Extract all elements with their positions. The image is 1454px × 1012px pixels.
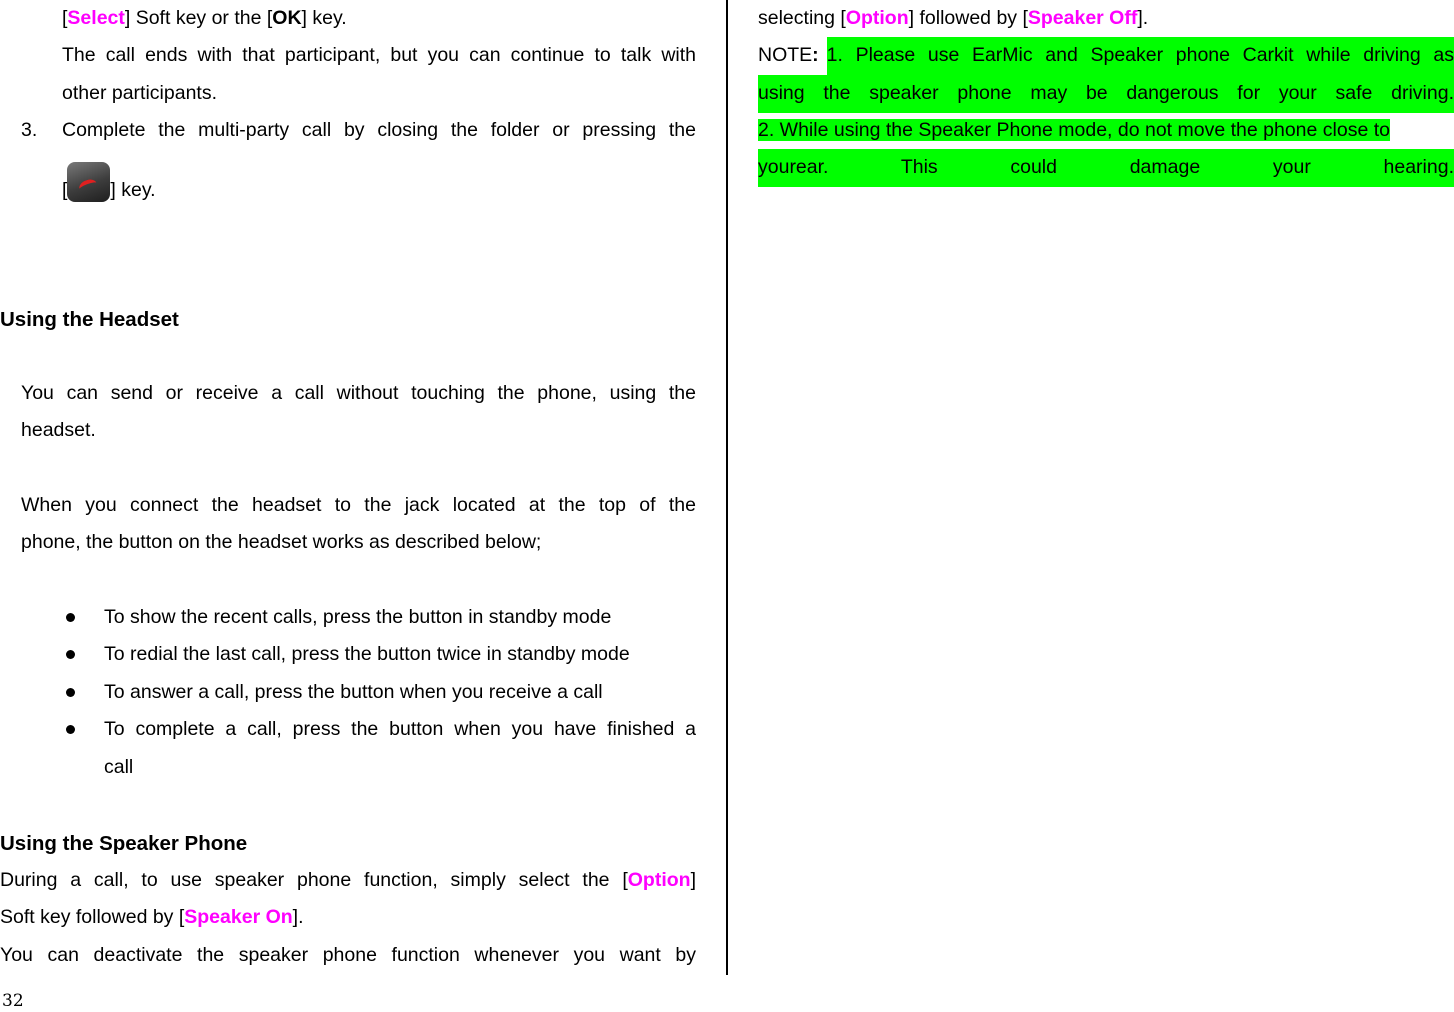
speaker-off-label: Speaker Off [1027,7,1138,29]
speaker-heading: Using the Speaker Phone [0,832,248,855]
bullet-icon [66,725,75,734]
speaker-line2: Soft key followed by [Speaker On]. [0,906,304,928]
note-line3-wrap [758,112,1454,150]
bullet-icon [66,650,75,659]
option-softkey-label: Option [627,869,691,891]
headset-p1-line1: You can send or receive a call without touching the phone, using the [21,382,696,404]
step2-line2: The call ends with that participant, but you can continue to talk with [62,44,696,66]
speaker-on-label: Speaker On [184,906,293,928]
note-text-line2: using the speaker phone may be dangerous for your safe driving. [758,75,1454,113]
step3-line1: Complete the multi-party call by closing the folder or pressing the [62,119,696,141]
note-line1: NOTE : 1. Please use EarMic and Speaker phone Carkit while driving as [758,37,1454,75]
bullet-icon [66,688,75,697]
select-softkey-label: Select [67,7,125,29]
note-text-line3: 2. While using the Speaker Phone mode, do not move the phone close to [758,119,1390,141]
speaker-line3: You can deactivate the speaker phone function whenever you want by [0,944,696,966]
column-divider [726,0,728,975]
step2-line3: other participants. [62,82,218,104]
ok-key-label: OK [272,7,302,29]
page-number: 32 [2,991,24,1011]
headset-heading: Using the Headset [0,308,179,331]
speaker-line1: During a call, to use speaker phone function, simply select the [Option] [0,869,696,891]
note-text-line4: yourear. This could damage your hearing. [758,149,1454,187]
headset-p2-line2: phone, the button on the headset works as described below; [21,531,542,553]
note-text-line1: 1. Please use EarMic and Speaker phone Carkit while driving as [827,37,1454,75]
list-item-continuation: call [104,756,134,778]
step3-number: 3. [21,119,38,141]
headset-p2-line1: When you connect the headset to the jack located at the top of the [21,494,696,516]
end-call-key-icon [67,162,110,202]
option-softkey-label: Option [845,7,909,29]
bullet-icon [66,613,75,622]
right-line1: selecting [Option] followed by [Speaker Off]. [758,7,1149,29]
note-label: NOTE [758,44,813,66]
headset-p1-line2: headset. [21,419,96,441]
step2-line1: [Select] Soft key or the [OK] key. [62,7,347,29]
step3-line2: [ ] key. [62,162,696,212]
